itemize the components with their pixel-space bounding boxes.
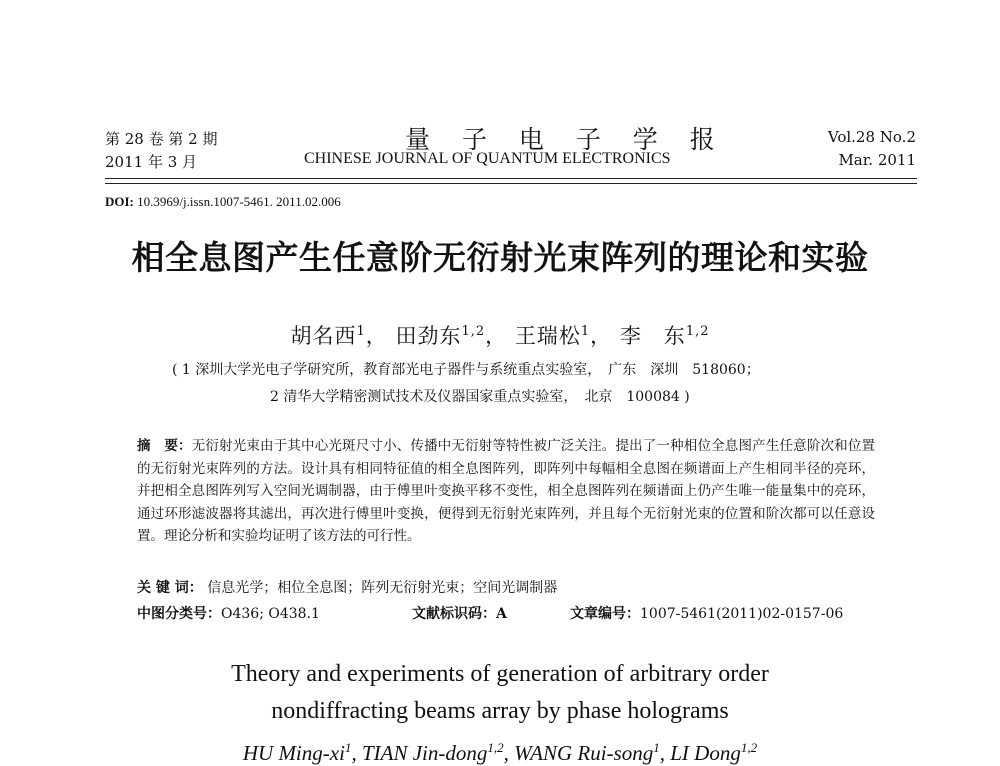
keywords-label: 关 键 词：	[137, 580, 203, 596]
keywords	[137, 577, 557, 597]
author-cn-2-aff: 1,2	[461, 324, 486, 339]
paper-title-cn: 相全息图产生任意阶无衍射光束阵列的理论和实验	[131, 238, 869, 277]
author-cn-1: 胡名西	[290, 324, 357, 348]
author-en-3: WANG Rui-song	[514, 741, 654, 765]
author-en-2-aff: 1,2	[487, 740, 504, 755]
author-en-1: HU Ming-xi	[242, 741, 345, 765]
author-cn-2: 田劲东	[395, 324, 462, 348]
article-number-label: 文章编号：	[570, 606, 640, 622]
abstract-label: 摘 要：	[137, 438, 192, 454]
paper-title-en-line1: Theory and experiments of generation of arbitrary order	[231, 661, 769, 687]
affiliation-2: 2 清华大学精密测试技术及仪器国家重点实验室， 北京 100084 )	[270, 389, 690, 405]
authors-cn: 胡名西$^1$， 田劲东$^{1,2}$， 王瑞松$^1$， 李 东$^{1,2}$	[290, 324, 710, 348]
author-cn-4-aff: 1,2	[685, 324, 710, 339]
keywords-text: 信息光学；相位全息图；阵列无衍射光束；空间光调制器	[207, 580, 558, 596]
date-cn: 2011 年 3 月	[105, 153, 198, 171]
author-en-2: TIAN Jin-dong	[361, 741, 488, 765]
doc-code-label: 文献标识码：	[412, 606, 496, 622]
doi-value[interactable]: 10.3969/j.issn.1007-5461. 2011.02.006	[137, 194, 341, 209]
journal-title-en: CHINESE JOURNAL OF QUANTUM ELECTRONICS	[304, 150, 671, 167]
journal-title-cn: 量 子 电 子 学 报	[405, 125, 727, 154]
doc-code-value: A	[496, 606, 507, 622]
article-number-value: 1007-5461(2011)02-0157-06	[640, 606, 844, 622]
author-cn-1-aff: 1	[356, 324, 366, 339]
paper-title-en-line2: nondiffracting beams array by phase holograms	[271, 698, 729, 724]
doi-label: DOI:	[105, 194, 134, 209]
date-en: Mar. 2011	[838, 151, 916, 169]
authors-en: HU Ming-$xi^1$, TIAN Jin-dong$^{1,2}$, WANG Rui-song$^1$, LI Dong$^{1,2}$	[242, 740, 758, 765]
author-en-1-aff: 1	[344, 740, 352, 755]
header-rule-bottom	[105, 183, 917, 184]
clc-label: 中图分类号：	[137, 606, 221, 622]
author-en-4: LI Dong	[670, 741, 741, 765]
abstract-text: 无衍射光束由于其中心光斑尺寸小、传播中无衍射等特性被广泛关注。提出了一种相位全息图产生任意阶次和位置的无衍射光束阵列的方法。设计具有相同特征值的相全息图阵列，即阵列中每幅相全息图在频谱面上产生相同半径的亮环，并把相全息图阵列写入空间光调制器，由于傅里叶变换平移不变性，相全息图阵列在频谱面上仍产生唯一能量集中的亮环，通过环形滤波器将其滤出，再次进行傅里叶变换，便得到无衍射光束阵列，并且每个无衍射光束的位置和阶次都可以任意设置。理论分析和实验均证明了该方法的可行性。	[137, 438, 876, 544]
volume-issue-en: Vol.28 No.2	[827, 128, 916, 146]
article-number	[570, 603, 843, 623]
affiliation-1: ( 1 深圳大学光电子学研究所，教育部光电子器件与系统重点实验室， 广东 深圳 518060；	[172, 362, 760, 378]
abstract	[137, 435, 875, 548]
volume-issue-cn: 第 28 卷 第 2 期	[105, 130, 218, 148]
header-rule-top	[105, 178, 917, 179]
clc-number	[137, 603, 320, 623]
document-code	[412, 603, 507, 623]
author-cn-3: 王瑞松	[514, 324, 581, 348]
clc-value: O436; O438.1	[221, 606, 320, 622]
doi-line[interactable]	[105, 194, 341, 210]
author-cn-4: 李 东	[619, 324, 686, 348]
author-cn-3-aff: 1	[580, 324, 591, 339]
author-en-3-aff: 1	[653, 740, 660, 755]
author-en-4-aff: 1,2	[740, 740, 758, 755]
